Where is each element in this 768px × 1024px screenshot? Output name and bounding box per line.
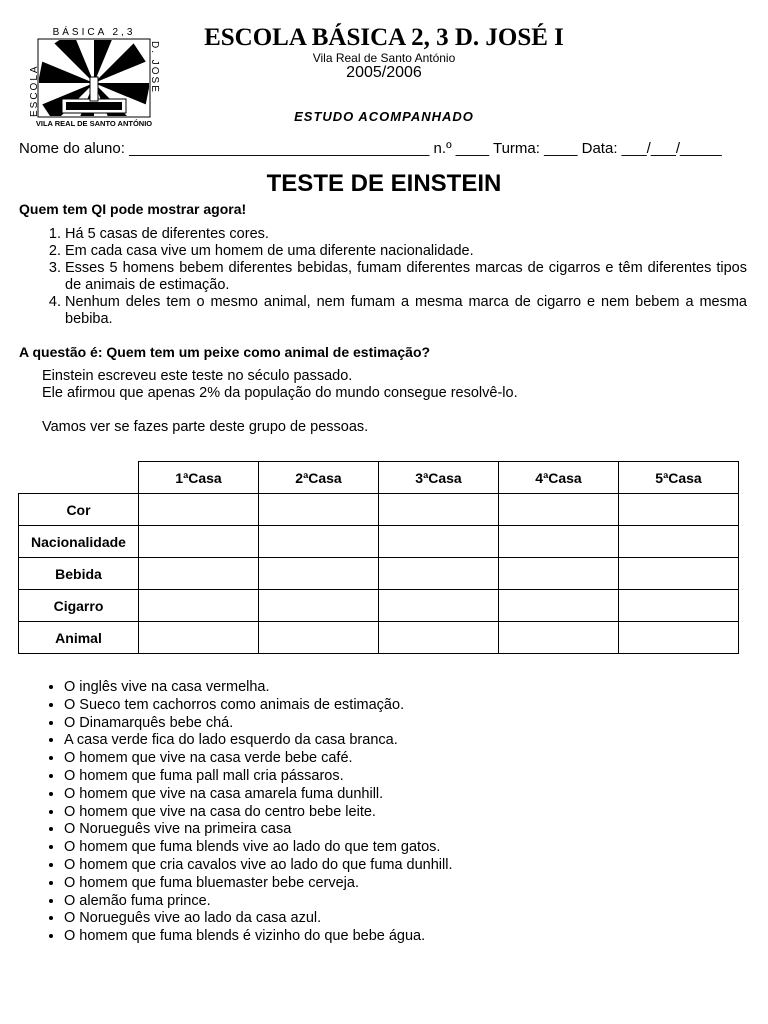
svg-text:D. JOSÉ: D. JOSÉ (149, 41, 160, 94)
row-header: Cor (19, 494, 139, 526)
answer-cell[interactable] (259, 526, 379, 558)
list-item: • O inglês vive na casa vermelha. (64, 679, 453, 697)
question: A questão é: Quem tem um peixe como animal de estimação? (19, 344, 431, 360)
answer-cell[interactable] (499, 526, 619, 558)
answer-cell[interactable] (139, 590, 259, 622)
answer-cell[interactable] (379, 558, 499, 590)
list-item: • O Sueco tem cachorros como animais de estimação. (64, 697, 453, 715)
answer-cell[interactable] (379, 526, 499, 558)
school-address: Vila Real de Santo António (312, 51, 456, 65)
row-header: Nacionalidade (19, 526, 139, 558)
answer-cell[interactable] (259, 590, 379, 622)
list-item: • O homem que vive na casa do centro bebe leite. (64, 804, 453, 822)
school-name: ESCOLA BÁSICA 2, 3 D. JOSÉ I (204, 24, 564, 51)
answer-cell[interactable] (619, 622, 739, 654)
table-row (19, 622, 739, 654)
svg-text:ESCOLA: ESCOLA (29, 64, 40, 117)
answer-cell[interactable] (379, 494, 499, 526)
column-header: 4ªCasa (499, 462, 619, 494)
row-header: Cigarro (19, 590, 139, 622)
answer-cell[interactable] (139, 494, 259, 526)
list-item: 3. Esses 5 homens bebem diferentes bebidas, fumam diferentes marcas de cigarros e têm diferentes tipos de animais de estimação. (65, 260, 747, 294)
answer-grid (18, 461, 739, 654)
table-row (19, 558, 739, 590)
list-item: • O homem que vive na casa verde bebe café. (64, 750, 453, 768)
answer-cell[interactable] (619, 558, 739, 590)
page-title: TESTE DE EINSTEIN (266, 170, 502, 197)
intro-line: Einstein escreveu este teste no século passado. (42, 368, 353, 384)
list-item: 4. Nenhum deles tem o mesmo animal, nem fumam a mesma marca de cigarro e nem bebem a mesma bebiba. (65, 294, 747, 328)
answer-cell[interactable] (379, 590, 499, 622)
answer-cell[interactable] (259, 622, 379, 654)
empty-corner-cell (19, 462, 139, 494)
answer-cell[interactable] (499, 558, 619, 590)
answer-cell[interactable] (619, 494, 739, 526)
subtitle: Quem tem QI pode mostrar agora! (19, 201, 247, 217)
table-row (19, 590, 739, 622)
table-row (19, 526, 739, 558)
answer-cell[interactable] (259, 494, 379, 526)
clues-list (19, 679, 453, 946)
column-header: 5ªCasa (619, 462, 739, 494)
list-item: • O homem que fuma blends é vizinho do que bebe água. (64, 928, 453, 946)
intro-text (42, 368, 518, 436)
answer-cell[interactable] (139, 558, 259, 590)
list-item: 2. Em cada casa vive um homem de uma diferente nacionalidade. (65, 243, 747, 260)
list-item: • O homem que fuma pall mall cria pássaros. (64, 768, 453, 786)
list-item: • O Dinamarquês bebe chá. (64, 715, 453, 733)
subject-heading: ESTUDO ACOMPANHADO (294, 109, 474, 124)
list-item: • O Norueguês vive ao lado da casa azul. (64, 910, 453, 928)
column-header: 2ªCasa (259, 462, 379, 494)
list-item: • O Norueguês vive na primeira casa (64, 821, 453, 839)
list-item: • O homem que cria cavalos vive ao lado do que fuma dunhill. (64, 857, 453, 875)
answer-cell[interactable] (619, 526, 739, 558)
column-header: 1ªCasa (139, 462, 259, 494)
rules-list (19, 226, 747, 328)
intro-line: Ele afirmou que apenas 2% da população do mundo consegue resolvê-lo. (42, 385, 518, 401)
intro-line: Vamos ver se fazes parte deste grupo de pessoas. (42, 419, 369, 435)
list-item: • A casa verde fica do lado esquerdo da casa branca. (64, 732, 453, 750)
svg-text:VILA REAL DE SANTO ANTÓNIO: VILA REAL DE SANTO ANTÓNIO (35, 119, 153, 128)
answer-cell[interactable] (619, 590, 739, 622)
list-item: 1. Há 5 casas de diferentes cores. (65, 226, 747, 243)
answer-cell[interactable] (139, 622, 259, 654)
answer-cell[interactable] (499, 590, 619, 622)
list-item: • O alemão fuma prince. (64, 893, 453, 911)
answer-cell[interactable] (499, 494, 619, 526)
list-item: • O homem que fuma blends vive ao lado do que tem gatos. (64, 839, 453, 857)
table-header-row (19, 462, 739, 494)
answer-cell[interactable] (259, 558, 379, 590)
answer-cell[interactable] (499, 622, 619, 654)
row-header: Animal (19, 622, 139, 654)
list-item: • O homem que vive na casa amarela fuma dunhill. (64, 786, 453, 804)
list-item: • O homem que fuma bluemaster bebe cerveja. (64, 875, 453, 893)
row-header: Bebida (19, 558, 139, 590)
school-year: 2005/2006 (346, 64, 422, 81)
student-info-line[interactable]: Nome do aluno: ____________________________________ n.º ____ Turma: ____ Data: ___/___/_____ (19, 140, 722, 157)
answer-cell[interactable] (379, 622, 499, 654)
table-row (19, 494, 739, 526)
svg-text:BÁSICA 2,3: BÁSICA 2,3 (52, 27, 136, 38)
answer-cell[interactable] (139, 526, 259, 558)
column-header: 3ªCasa (379, 462, 499, 494)
